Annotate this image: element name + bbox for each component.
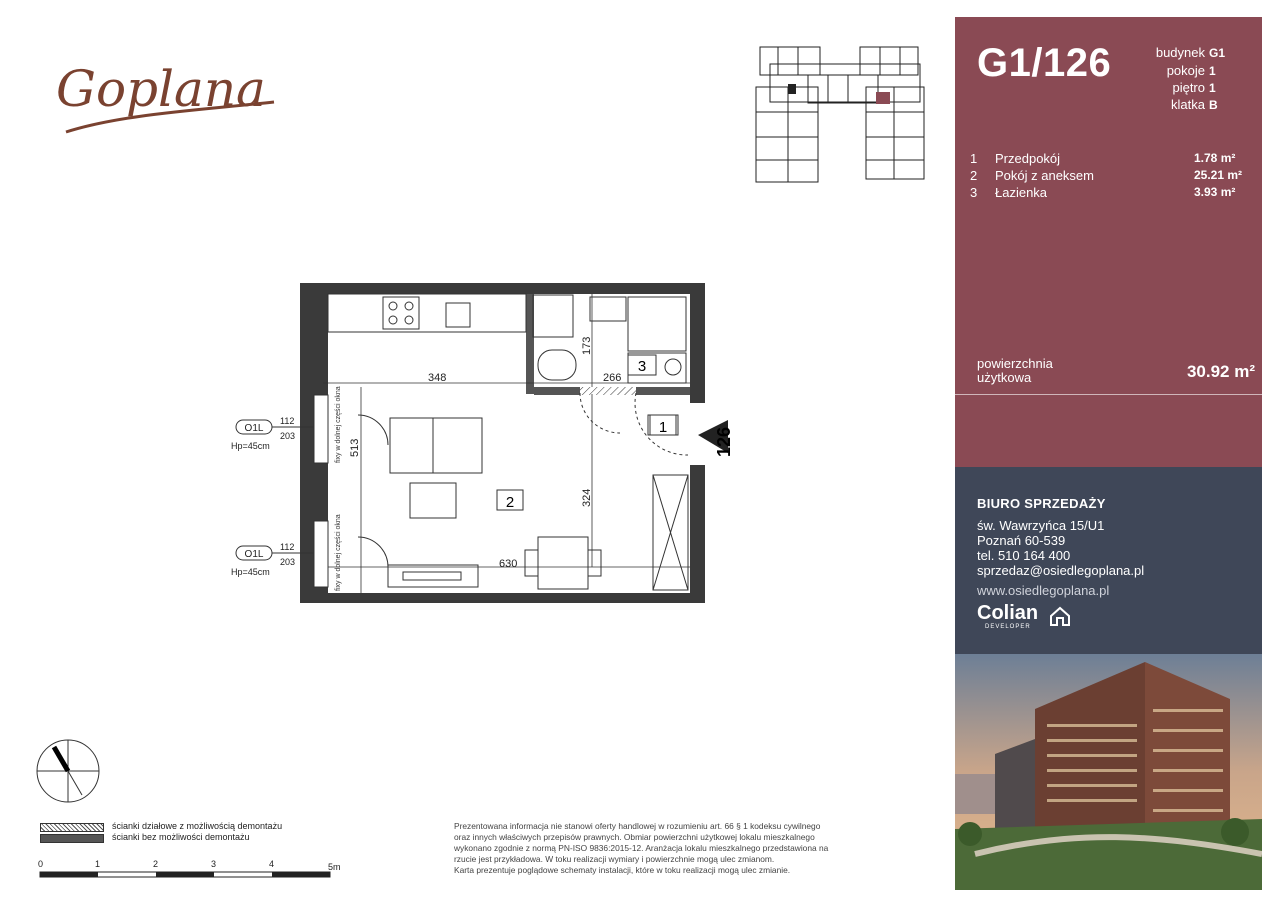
office-phone[interactable]: tel. 510 164 400 bbox=[977, 548, 1071, 563]
unit-info-panel bbox=[955, 17, 1262, 654]
scale-bar bbox=[36, 858, 346, 880]
building-key-plan bbox=[748, 42, 938, 187]
logo-wordmark: Goplana bbox=[56, 60, 266, 118]
usable-label-line1: powierzchnia bbox=[977, 356, 1053, 371]
room-area: 1.78 m² bbox=[1194, 151, 1236, 165]
disclaimer-line: oraz innych właściwych przepisów prawnych. Obmiar powierzchni użytkowej lokalu mieszkalnego bbox=[454, 832, 815, 842]
room-row bbox=[970, 168, 1250, 186]
usable-area-value: 30.92 m² bbox=[1186, 362, 1255, 381]
room-row bbox=[970, 151, 1250, 169]
solid-swatch bbox=[40, 834, 104, 843]
unit-meta bbox=[1097, 45, 1267, 115]
legend-text-fixed: ścianki bez możliwości demontażu bbox=[112, 832, 250, 842]
dim-173: 173 bbox=[581, 336, 593, 355]
office-address: św. Wawrzyńca 15/U1 bbox=[977, 518, 1105, 533]
dim-324: 324 bbox=[581, 488, 593, 507]
meta-value-staircase: B bbox=[1209, 98, 1218, 112]
meta-value-building: G1 bbox=[1209, 46, 1226, 60]
usable-label-line2: użytkowa bbox=[977, 370, 1032, 385]
hatched-swatch bbox=[40, 823, 104, 832]
room-name: Przedpokój bbox=[995, 151, 1061, 166]
meta-value-floor: 1 bbox=[1209, 81, 1216, 95]
dim-348: 348 bbox=[428, 372, 447, 384]
unit-code: G1/126 bbox=[977, 41, 1112, 85]
window-tag-1: O1L bbox=[244, 423, 264, 434]
house-icon bbox=[1049, 605, 1071, 627]
scale-tick-2: 2 bbox=[153, 859, 159, 869]
meta-label-building: budynek bbox=[1155, 45, 1205, 60]
scale-tick-5: 5m bbox=[328, 862, 341, 872]
usable-area-label bbox=[977, 357, 1097, 385]
office-city: Poznań 60-539 bbox=[977, 533, 1066, 548]
office-title: BIURO SPRZEDAŻY bbox=[977, 496, 1106, 511]
disclaimer-line: Prezentowana informacja nie stanowi oferty handlowej w rozumieniu art. 66 § 1 kodeksu cywilnego bbox=[454, 821, 821, 831]
legal-disclaimer bbox=[454, 821, 899, 876]
window-note-1: fixy w dolnej części okna bbox=[335, 386, 342, 463]
meta-value-rooms: 1 bbox=[1209, 64, 1216, 78]
room-area: 25.21 m² bbox=[1194, 168, 1243, 182]
dim-266: 266 bbox=[603, 372, 622, 384]
disclaimer-line: wykonano zgodnie z normą PN-ISO 9836:2015-12. Aranżacja lokalu mieszkalnego przedstawiona na bbox=[454, 843, 829, 853]
room-area: 3.93 m² bbox=[1194, 185, 1236, 199]
room-label-3: 3 bbox=[637, 358, 647, 375]
room-name: Łazienka bbox=[995, 185, 1048, 200]
colian-developer-logo bbox=[977, 602, 1077, 634]
developer-name: Colian bbox=[977, 602, 1039, 624]
meta-label-floor: piętro bbox=[1172, 80, 1205, 95]
room-number: 2 bbox=[970, 168, 978, 183]
window-dim-2a: 112 bbox=[280, 542, 295, 552]
legend-fixed bbox=[40, 833, 340, 845]
scale-tick-1: 1 bbox=[95, 859, 101, 869]
window-note-2: fixy w dolnej części okna bbox=[335, 514, 342, 591]
disclaimer-line: rzucie jest przykładowa. W toku realizacji wymiary i powierzchnie mogą ulec zmianom. bbox=[454, 854, 775, 864]
meta-label-rooms: pokoje bbox=[1166, 63, 1205, 78]
legend-text-demountable: ścianki działowe z możliwością demontażu bbox=[112, 821, 283, 831]
window-dim-1a: 112 bbox=[280, 416, 295, 426]
window-dim-1b: 203 bbox=[280, 431, 296, 441]
room-number: 1 bbox=[970, 151, 978, 166]
floor-plan bbox=[228, 275, 758, 615]
window-dim-2b: 203 bbox=[280, 557, 296, 567]
building-visualization bbox=[955, 654, 1262, 890]
scale-tick-0: 0 bbox=[38, 859, 44, 869]
scale-tick-4: 4 bbox=[269, 859, 275, 869]
scale-tick-3: 3 bbox=[211, 859, 217, 869]
entrance-number: 126 bbox=[714, 426, 734, 457]
developer-sub: DEVELOPER bbox=[985, 624, 1031, 630]
window-tag-2: O1L bbox=[244, 549, 264, 560]
window-height-1: Hp=45cm bbox=[231, 441, 270, 451]
goplana-logo bbox=[52, 44, 282, 144]
sales-office-box bbox=[955, 467, 1262, 654]
room-name: Pokój z aneksem bbox=[995, 168, 1094, 183]
dim-630: 630 bbox=[499, 558, 518, 570]
dim-513: 513 bbox=[349, 438, 361, 457]
north-needle bbox=[54, 747, 68, 771]
panel-divider bbox=[955, 394, 1262, 395]
room-label-2: 2 bbox=[505, 494, 515, 511]
disclaimer-line: Karta prezentuje poglądowe schematy instalacji, które w toku realizacji mogą ulec zmianie. bbox=[454, 865, 791, 875]
room-number: 3 bbox=[970, 185, 978, 200]
office-website[interactable]: www.osiedlegoplana.pl bbox=[977, 583, 1110, 598]
compass-rose bbox=[35, 738, 101, 804]
meta-label-staircase: klatka bbox=[1171, 97, 1205, 112]
unit-highlight bbox=[876, 92, 890, 104]
office-email[interactable]: sprzedaz@osiedlegoplana.pl bbox=[977, 563, 1145, 578]
room-label-1: 1 bbox=[658, 419, 668, 436]
room-row bbox=[970, 185, 1250, 203]
window-height-2: Hp=45cm bbox=[231, 567, 270, 577]
